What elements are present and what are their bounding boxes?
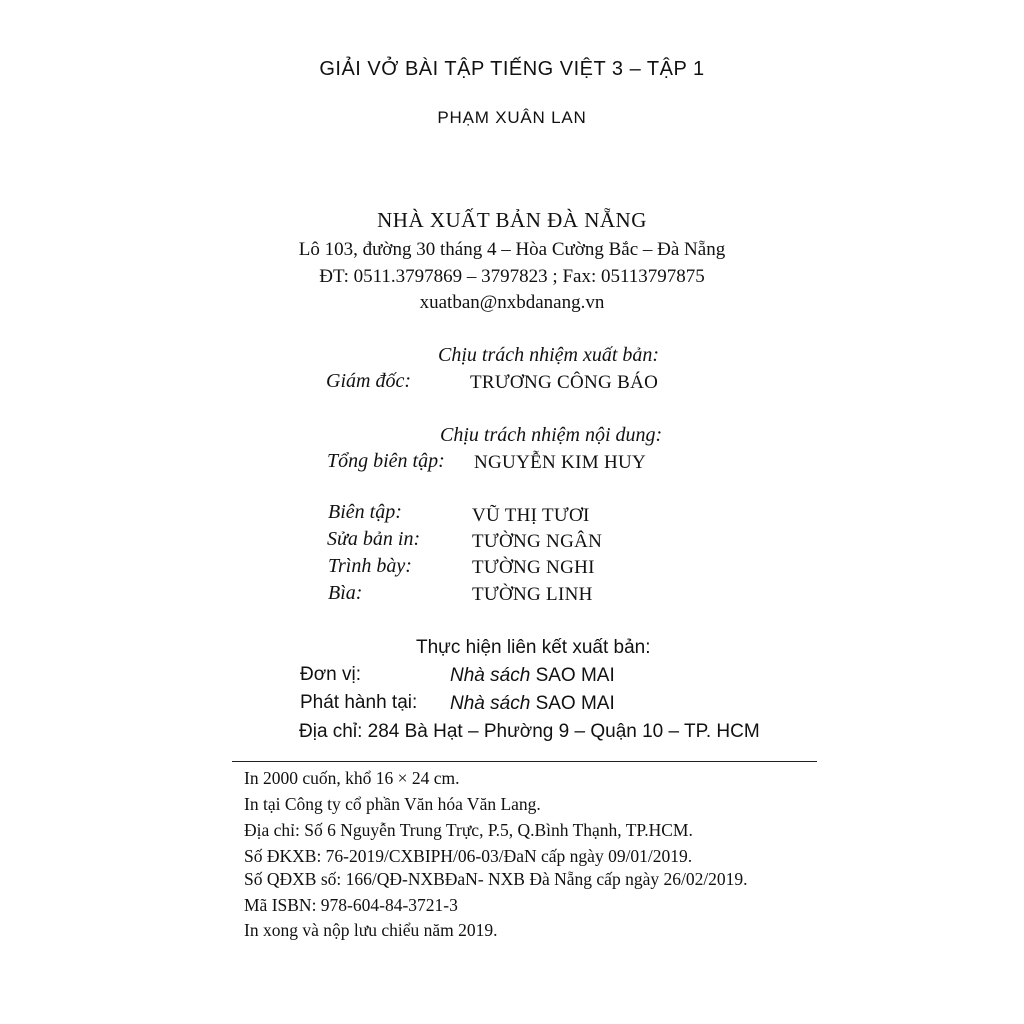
imprint-line: In 2000 cuốn, khổ 16 × 24 cm. <box>244 768 460 788</box>
imprint-line: Số ĐKXB: 76-2019/CXBIPH/06-03/ĐaN cấp ngày 09/01/2019. <box>244 846 693 866</box>
staff-label: Sửa bản in: <box>327 528 421 550</box>
staff-name: VŨ THỊ TƯƠI <box>472 505 590 526</box>
chief-editor-label: Tổng biên tập: <box>327 450 445 472</box>
director-label: Giám đốc: <box>326 370 411 392</box>
imprint-line: In xong và nộp lưu chiểu năm 2019. <box>244 920 498 940</box>
partner-distribution-value-italic: Nhà sách <box>450 693 531 714</box>
publisher-name: NHÀ XUẤT BẢN ĐÀ NẴNG <box>377 208 647 232</box>
staff-label: Bìa: <box>328 582 363 604</box>
chief-editor-name: NGUYỄN KIM HUY <box>474 452 647 473</box>
content-responsibility-heading: Chịu trách nhiệm nội dung: <box>440 424 663 446</box>
publisher-address: Lô 103, đường 30 tháng 4 – Hòa Cường Bắc – Đà Nẵng <box>298 239 726 260</box>
staff-name: TƯỜNG NGHI <box>472 557 595 578</box>
book-title: GIẢI VỞ BÀI TẬP TIẾNG VIỆT 3 – TẬP 1 <box>319 58 705 80</box>
partner-unit-value <box>450 665 615 687</box>
imprint-line: In tại Công ty cổ phần Văn hóa Văn Lang. <box>244 794 541 814</box>
staff-label: Biên tập: <box>328 501 402 523</box>
partner-heading: Thực hiện liên kết xuất bản: <box>416 637 651 658</box>
imprint-line: Mã ISBN: 978-604-84-3721-3 <box>244 895 458 915</box>
divider <box>232 761 817 762</box>
partner-distribution-value <box>450 693 615 715</box>
staff-label: Trình bày: <box>328 555 412 577</box>
imprint-line: Địa chỉ: Số 6 Nguyễn Trung Trực, P.5, Q.Bình Thạnh, TP.HCM. <box>244 820 693 840</box>
book-author: PHẠM XUÂN LAN <box>437 108 587 127</box>
partner-unit-value-italic: Nhà sách <box>450 665 531 686</box>
staff-name: TƯỜNG NGÂN <box>472 531 603 552</box>
imprint-line: Số QĐXB số: 166/QĐ-NXBĐaN- NXB Đà Nẵng cấp ngày 26/02/2019. <box>244 869 748 889</box>
staff-name: TƯỜNG LINH <box>472 584 593 605</box>
partner-address: Địa chỉ: 284 Bà Hạt – Phường 9 – Quận 10 – TP. HCM <box>299 721 760 742</box>
publisher-phone-fax: ĐT: 0511.3797869 – 3797823 ; Fax: 05113797875 <box>319 266 705 287</box>
partner-distribution-label: Phát hành tại: <box>300 692 418 713</box>
partner-unit-label: Đơn vị: <box>300 664 362 685</box>
publishing-responsibility-heading: Chịu trách nhiệm xuất bản: <box>438 344 660 366</box>
partner-unit-value-name: SAO MAI <box>535 665 615 686</box>
partner-distribution-value-name: SAO MAI <box>535 693 615 714</box>
publisher-email: xuatban@nxbdanang.vn <box>419 292 605 313</box>
director-name: TRƯƠNG CÔNG BÁO <box>470 372 659 393</box>
